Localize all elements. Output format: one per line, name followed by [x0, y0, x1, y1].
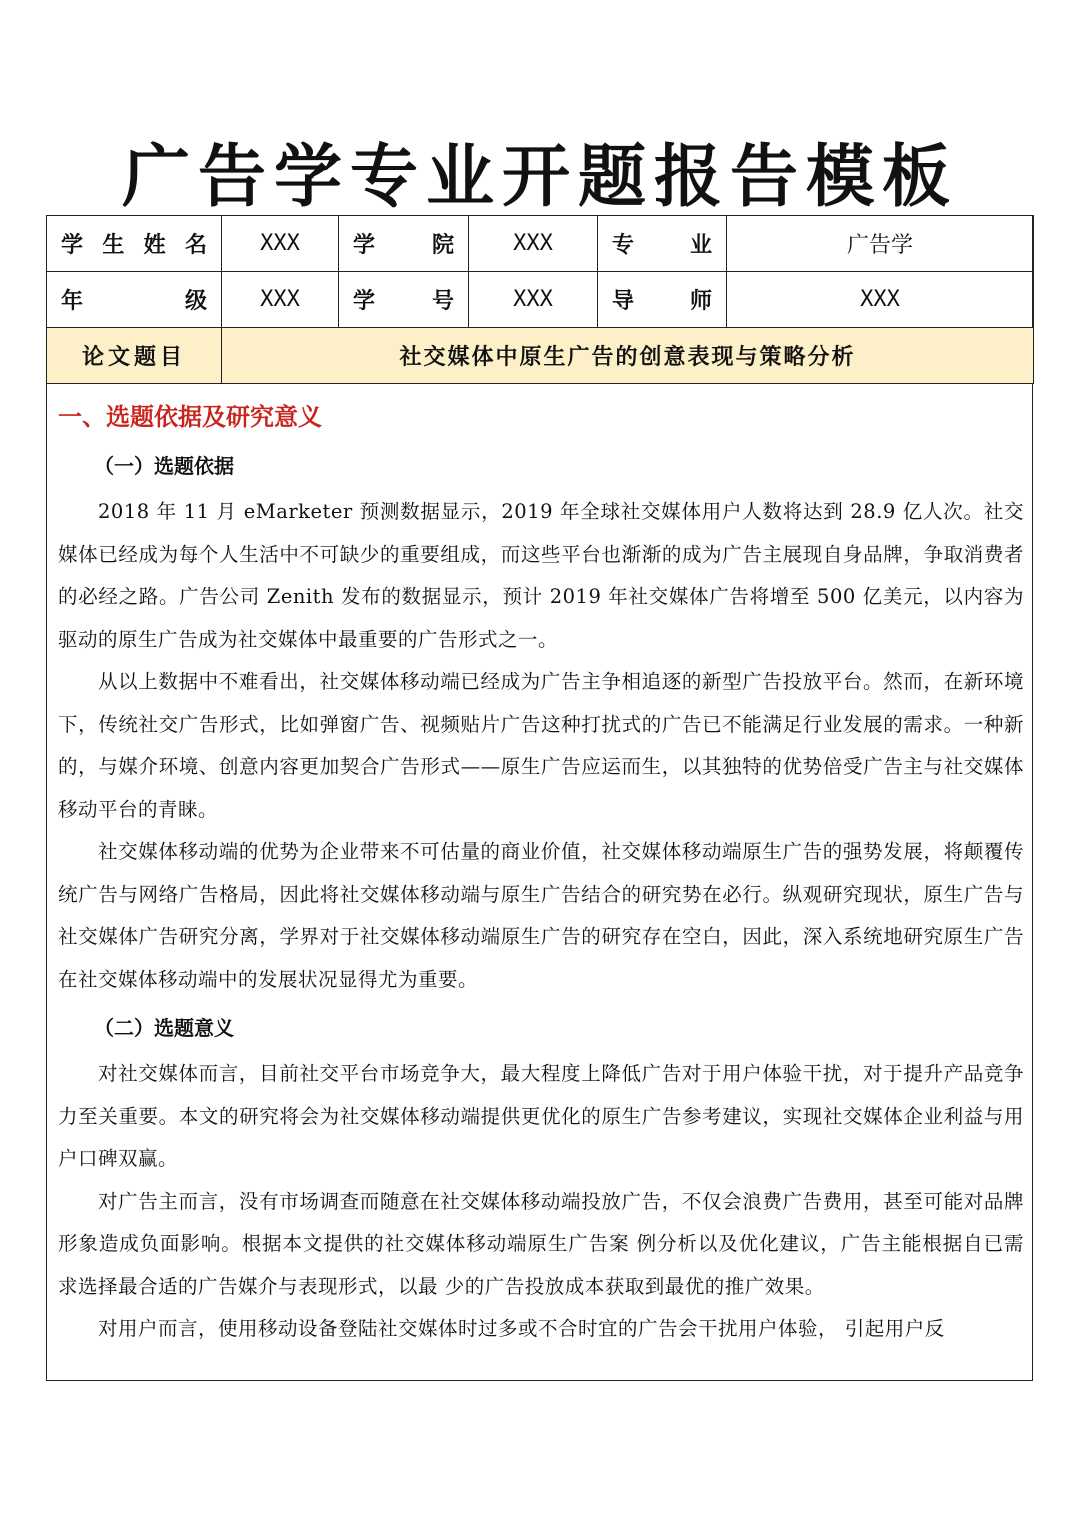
- label-char: 年: [61, 288, 84, 314]
- label-char: 专: [612, 232, 635, 258]
- thesis-title: 社交媒体中原生广告的创意表现与策略分析: [222, 328, 1034, 384]
- label-char: 业: [689, 232, 712, 258]
- info-row-2: [47, 272, 1034, 328]
- paragraph: 对广告主而言，没有市场调查而随意在社交媒体移动端投放广告，不仅会浪费广告费用，甚至可能对品牌形象造成负面影响。根据本文提供的社交媒体移动端原生广告案 例分析以及优化建议，广告主能根据自已需求选择最合适的广告媒介与表现形式，以最 少的广告投放成本获取到最优的推广效果。: [58, 1189, 1024, 1298]
- grade-label-cell: [47, 272, 222, 328]
- college-label-cell: [339, 216, 469, 272]
- name-label-cell: [47, 216, 222, 272]
- student-info-table: [46, 215, 1034, 384]
- document-title: 广告学专业开题报告模板: [121, 138, 958, 217]
- label-char: 学: [353, 288, 376, 314]
- label-char: 姓: [143, 232, 166, 258]
- student-id-label-cell: [339, 272, 469, 328]
- paragraph: 社交媒体移动端的优势为企业带来不可估量的商业价值，社交媒体移动端原生广告的强势发展，将颠覆传统广告与网络广告格局，因此将社交媒体移动端与原生广告结合的研究势在必行。纵观研究现状，原生广告与社交媒体广告研究分离，学界对于社交媒体移动端原生广告的研究存在空白，因此，深入系统地研究原生广告在社交媒体移动端中的发展状况显得尤为重要。: [58, 840, 1024, 991]
- label-char: 号: [431, 288, 454, 314]
- info-row-1: [47, 216, 1034, 272]
- label-char: 导: [612, 288, 635, 314]
- paragraph: 2018 年 11 月 eMarketer 预测数据显示，2019 年全球社交媒体用户人数将达到 28.9 亿人次。社交媒体已经成为每个人生活中不可缺少的重要组成，而这些平台也渐渐的成为广告主展现自身品牌，争取消费者的必经之路。广告公司 Zenith 发布的数据显示，预计 2019 年社交媒体广告将增至 500 亿美元，以内容为驱动的原生广告成为社交媒体中最重要的广告形式之一。: [58, 500, 1024, 651]
- label-char: 级: [184, 288, 207, 314]
- label-char: 学: [61, 232, 84, 258]
- name-value: XXX: [222, 216, 339, 272]
- college-value: XXX: [469, 216, 598, 272]
- subsection-heading-meaning: （二）选题意义: [94, 1016, 234, 1040]
- thesis-row: [47, 328, 1034, 384]
- label-char: 院: [431, 232, 454, 258]
- subsection-heading-basis: （一）选题依据: [94, 454, 234, 478]
- paragraph: 从以上数据中不难看出，社交媒体移动端已经成为广告主争相追逐的新型广告投放平台。然而，在新环境下，传统社交广告形式，比如弹窗广告、视频贴片广告这种打扰式的广告已不能满足行业发展的需求。一种新的，与媒介环境、创意内容更加契合广告形式——原生广告应运而生，以其独特的优势倍受广告主与社交媒体移动平台的青睐。: [58, 670, 1024, 821]
- student-id-value: XXX: [469, 272, 598, 328]
- paragraph: 对社交媒体而言，目前社交平台市场竞争大，最大程度上降低广告对于用户体验干扰，对于提升产品竞争力至关重要。本文的研究将会为社交媒体移动端提供更优化的原生广告参考建议，实现社交媒体企业利益与用户口碑双赢。: [58, 1062, 1024, 1170]
- report-body: [58, 395, 1024, 1351]
- major-value: 广告学: [727, 216, 1034, 272]
- grade-value: XXX: [222, 272, 339, 328]
- label-char: 名: [184, 232, 207, 258]
- major-label-cell: [598, 216, 727, 272]
- advisor-label-cell: [598, 272, 727, 328]
- label-char: 生: [102, 232, 125, 258]
- advisor-value: XXX: [727, 272, 1034, 328]
- thesis-label: 论文题目: [47, 328, 222, 384]
- label-char: 师: [689, 288, 712, 314]
- section-heading: 一、选题依据及研究意义: [58, 402, 322, 431]
- paragraph: 对用户而言，使用移动设备登陆社交媒体时过多或不合时宜的广告会干扰用户体验， 引起用户反: [98, 1317, 945, 1340]
- label-char: 学: [353, 232, 376, 258]
